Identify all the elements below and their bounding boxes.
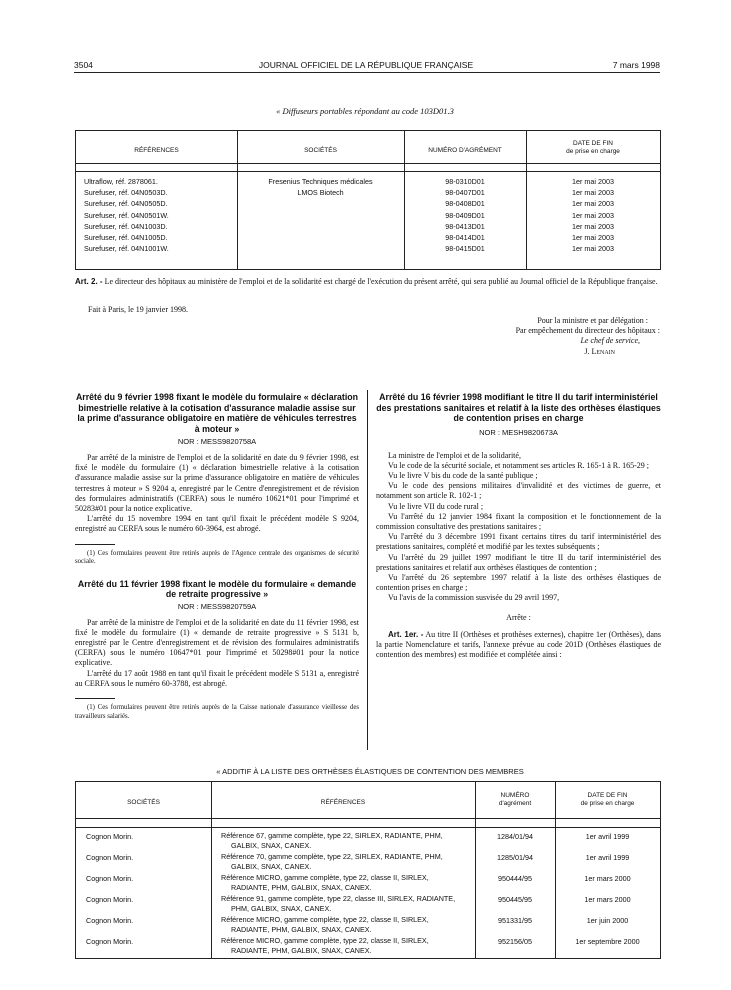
table1-date-cell: 1er mai 2003 [572,199,614,209]
table2-ref-line-1: Référence MICRO, gamme complète, type 22, classe II, SIRLEX, [221,915,429,924]
table2-date-cell: 1er mars 2000 [584,895,631,904]
table2-date-cell: 1er mars 2000 [584,874,631,883]
visa-paragraph: La ministre de l'emploi et de la solidarité, [388,450,521,460]
arrete1-paragraph-2: L'arrêté du 15 novembre 1994 en tant qu'il fixait le précédent modèle S 9204, enregistré au CERFA sous le numéro 60-3964, est abrogé. [75,514,359,534]
table2-date-cell: 1er avril 1999 [585,832,630,841]
table2-ref-line-1: Référence 91, gamme complète, type 22, classe III, SIRLEX, RADIANTE, [221,894,456,903]
visa-paragraph: Vu le code de la sécurité sociale, et notamment ses articles R. 165-1 à R. 165-29 ; [388,460,649,470]
table2-ref-cell [221,873,471,892]
table2-soc-cell: Cognon Morin. [86,937,134,946]
table-row [76,243,660,254]
table-row [76,852,660,873]
table2-header-numero: NUMÉRO [500,792,530,799]
page-number: 3504 [74,60,93,70]
visa-paragraph: Vu l'arrêté du 26 septembre 1997 relatif à la liste des orthèses élastiques de contention prises en charge ; [376,572,661,593]
arrete3-arrete: Arrête : [506,612,531,622]
table1-date-cell: 1er mai 2003 [572,233,614,242]
table2-ref-cell [221,831,471,850]
table-row [76,831,660,852]
art1-label: Art. 1er. - [388,629,424,639]
art2-fait: Fait à Paris, le 19 janvier 1998. [88,305,188,314]
art2-label: Art. 2. - [75,277,103,286]
table2-soc-cell: Cognon Morin. [86,895,134,904]
table2-num-cell: 950445/95 [498,895,532,904]
table1-header-references: RÉFÉRENCES [134,147,179,154]
visa-paragraph: Vu le livre VII du code rural ; [388,501,484,511]
table2-soc-cell: Cognon Morin. [86,916,134,925]
table2-date-cell: 1er septembre 2000 [575,937,640,946]
arrete1-title: Arrêté du 9 février 1998 fixant le modèle du formulaire « déclaration bimestrielle relative à la cotisation d'assurance maladie assise sur la prime d'assurance obligatoire en matière de véhicules terrestres à moteur » [75,392,359,434]
header-rule [74,72,660,73]
arrete2-title: Arrêté du 11 février 1998 fixant le modèle du formulaire « demande de retraite progressive » [77,578,357,600]
table2-ref-cell [221,936,471,955]
left-column [75,392,359,721]
table2 [75,781,661,959]
signature-line-1: Pour la ministre et par délégation : [537,316,648,325]
table1-ref-cell: Surefuser, réf. 04N1005D. [84,233,168,242]
table1-ref-cell: Surefuser, réf. 04N0505D. [84,199,168,209]
table2-num-cell: 1285/01/94 [497,853,533,862]
table2-ref-line-2: PHM, GALBIX, SNAX, CANEX. [231,903,332,913]
table2-header-numero-sub: d'agrément [498,800,532,807]
signature-line-2: Par empêchement du directeur des hôpitaux : [515,326,660,336]
arrete1-footnote: (1) Ces formulaires peuvent être retirés auprès de l'Agence centrale des organismes de sécurité sociale. [75,549,359,566]
arrete3-art1 [376,630,661,661]
table2-ref-cell [221,894,471,913]
table2-num-cell: 951331/95 [498,916,532,925]
table1-ref-cell: Surefuser, réf. 04N0501W. [84,210,169,220]
table2-header-date-sub: de prise en charge [580,800,635,807]
arrete2-nor: NOR : MESS9820759A [177,601,257,611]
table2-header-societes: SOCIÉTÉS [127,799,160,806]
arrete3-nor: NOR : MESH9820673A [479,427,558,437]
table2-ref-line-2: GALBIX, SNAX, CANEX. [231,861,312,871]
visa-paragraph: Vu l'arrêté du 12 janvier 1984 fixant la composition et le fonctionnement de la commission consultative des prestations sanitaires ; [376,511,661,531]
visa-paragraph: Vu l'arrêté du 3 décembre 1991 fixant certains titres du tarif interministériel des prestations sanitaires, complété et modifié par les textes subséquents ; [376,532,661,552]
table1-header-date-sub: de prise en charge [566,148,620,155]
arrete3-title: Arrêté du 16 février 1998 modifiant le titre II du tarif interministériel des prestations sanitaires et relatif à la liste des orthèses élastiques de contention prises en charge [376,392,661,423]
table2-ref-cell [221,915,471,934]
table2-ref-line-1: Référence MICRO, gamme complète, type 22, classe II, SIRLEX, [221,873,429,882]
table1-ref-cell: Surefuser, réf. 04N1003D. [84,221,168,231]
signature-line-3: Le chef de service, [580,336,640,346]
table2-ref-line-1: Référence 70, gamme complète, type 22, SIRLEX, RADIANTE, PHM, [221,852,443,861]
table-row [76,198,660,209]
table1-ref-cell: Surefuser, réf. 04N1001W. [84,244,169,254]
table1-header-date: DATE DE FIN [573,140,613,147]
column-divider [367,390,368,750]
table2-ref-line-1: Référence 67, gamme complète, type 22, SIRLEX, RADIANTE, PHM, [221,831,443,840]
table2-header-date: DATE DE FIN [587,792,628,799]
table1-date-cell: 1er mai 2003 [572,177,614,186]
table1-caption: « Diffuseurs portables répondant au code 103D01.3 [276,106,454,116]
table-row [76,232,660,243]
art1-text: Au titre II (Orthèses et prothèses externes), chapitre 1er (Orthèses), dans la partie Nomenclature et tarifs, l'annexe prévue au code 201D (Orthèses élastiques de contention des membres) est modifiée et complétée ainsi : [376,629,661,660]
issue-date: 7 mars 1998 [612,60,660,70]
table1-num-cell: 98-0408D01 [445,199,485,209]
table-row [76,915,660,936]
table1-num-cell: 98-0415D01 [445,244,485,254]
table-row [76,187,660,198]
table2-date-cell: 1er juin 2000 [586,916,629,925]
table2-ref-line-2: GALBIX, SNAX, CANEX. [231,840,312,850]
table-row [76,221,660,232]
table-row [76,894,660,915]
journal-title: JOURNAL OFFICIEL DE LA RÉPUBLIQUE FRANÇAISE [258,60,474,70]
table1-soc-cell: Fresenius Techniques médicales [268,177,373,186]
table1-header-societes: SOCIÉTÉS [304,147,337,154]
table1-date-cell: 1er mai 2003 [572,210,614,220]
art2-paragraph [75,277,661,287]
table2-date-cell: 1er avril 1999 [585,853,630,862]
table2-num-cell: 952156/05 [498,937,532,946]
table1-num-cell: 98-0407D01 [445,188,485,198]
visa-paragraph: Vu l'avis de la commission susvisée du 29 avril 1997, [388,593,560,603]
table1-ref-cell: Ultraflow, réf. 2878061. [84,177,158,186]
table2-ref-line-2: RADIANTE, PHM, GALBIX, SNAX, CANEX. [231,945,372,955]
table-row [76,936,660,957]
table-row [76,210,660,221]
table1-num-cell: 98-0413D01 [445,221,485,231]
arrete2-footnote: (1) Ces formulaires peuvent être retirés auprès de la Caisse nationale d'assurance vieillesse des travailleurs salariés. [75,704,359,720]
table-row [76,873,660,894]
arrete2-paragraph-2: L'arrêté du 17 août 1988 en tant qu'il fixait le précédent modèle S 5131 a, enregistré au CERFA sous le numéro 60-3788, est abrogé. [75,668,359,688]
table2-ref-line-1: Référence MICRO, gamme complète, type 22, classe II, SIRLEX, [221,936,429,945]
table1 [75,130,661,270]
table2-caption: « ADDITIF À LA LISTE DES ORTHÈSES ÉLASTIQUES DE CONTENTION DES MEMBRES [216,767,524,776]
table2-num-cell: 950444/95 [498,874,532,883]
table2-header-references: RÉFÉRENCES [320,799,366,806]
arrete1-nor: NOR : MESS9820758A [177,437,257,446]
table1-date-cell: 1er mai 2003 [572,188,614,198]
visa-paragraph: Vu l'arrêté du 29 juillet 1997 modifiant le titre II du tarif interministériel des prestations sanitaires et relatif aux orthèses élastiques de contention ; [376,552,661,572]
table2-ref-line-2: RADIANTE, PHM, GALBIX, SNAX, CANEX. [231,882,372,892]
table1-num-cell: 98-0414D01 [445,233,485,242]
table2-soc-cell: Cognon Morin. [86,874,134,883]
visa-paragraph: Vu le livre V bis du code de la santé publique ; [388,470,538,480]
table2-soc-cell: Cognon Morin. [86,832,134,841]
arrete3-visas [376,451,661,604]
right-column [376,392,661,660]
signature-block [400,316,660,357]
table2-num-cell: 1284/01/94 [497,832,533,841]
signature-line-4: J. Lenain [584,346,615,356]
table1-num-cell: 98-0310D01 [445,177,485,186]
table1-date-cell: 1er mai 2003 [572,244,614,254]
table2-ref-cell [221,852,471,871]
table1-date-cell: 1er mai 2003 [572,221,614,231]
table-row [76,176,660,187]
arrete2-paragraph-1: Par arrêté de la ministre de l'emploi et de la solidarité en date du 11 février 1998, est fixé le modèle du formulaire (1) « demande de retraite progressive » S 5131 b, enregistré par le Centre d'enregistrement et de révision des formulaires administratifs (CERFA) sous le numéro 10647*01 pour l'imprimé et 50298#01 pour la notice explicative. [75,617,359,668]
table2-soc-cell: Cognon Morin. [86,853,134,862]
table2-ref-line-2: RADIANTE, PHM, GALBIX, SNAX, CANEX. [231,924,372,934]
table1-header-numero: NUMÉRO D'AGRÉMENT [428,147,502,154]
table1-soc-cell: LMOS Biotech [297,188,344,198]
visa-paragraph: Vu le code des pensions militaires d'invalidité et des victimes de guerre, et notamment son article R. 102-1 ; [376,481,661,501]
table1-ref-cell: Surefuser, réf. 04N0503D. [84,188,168,198]
table1-num-cell: 98-0409D01 [445,210,485,220]
arrete1-paragraph-1: Par arrêté de la ministre de l'emploi et de la solidarité en date du 9 février 1998, est fixé le modèle du formulaire (1) « déclaration bimestrielle relative à la cotisation d'assurance maladie assise sur la prime d'assurance obligatoire en matière de véhicules terrestres à moteur » S 9204 a, enregistré par le Centre d'enregistrement et de révision des formulaires administratifs (CERFA) sous le numéro 10621*01 pour l'imprimé et 50283#01 pour la notice explicative. [75,453,359,514]
art2-text: Le directeur des hôpitaux au ministère de l'emploi et de la solidarité est chargé de l'exécution du présent arrêté, qui sera publié au Journal officiel de la République française. [104,277,658,286]
